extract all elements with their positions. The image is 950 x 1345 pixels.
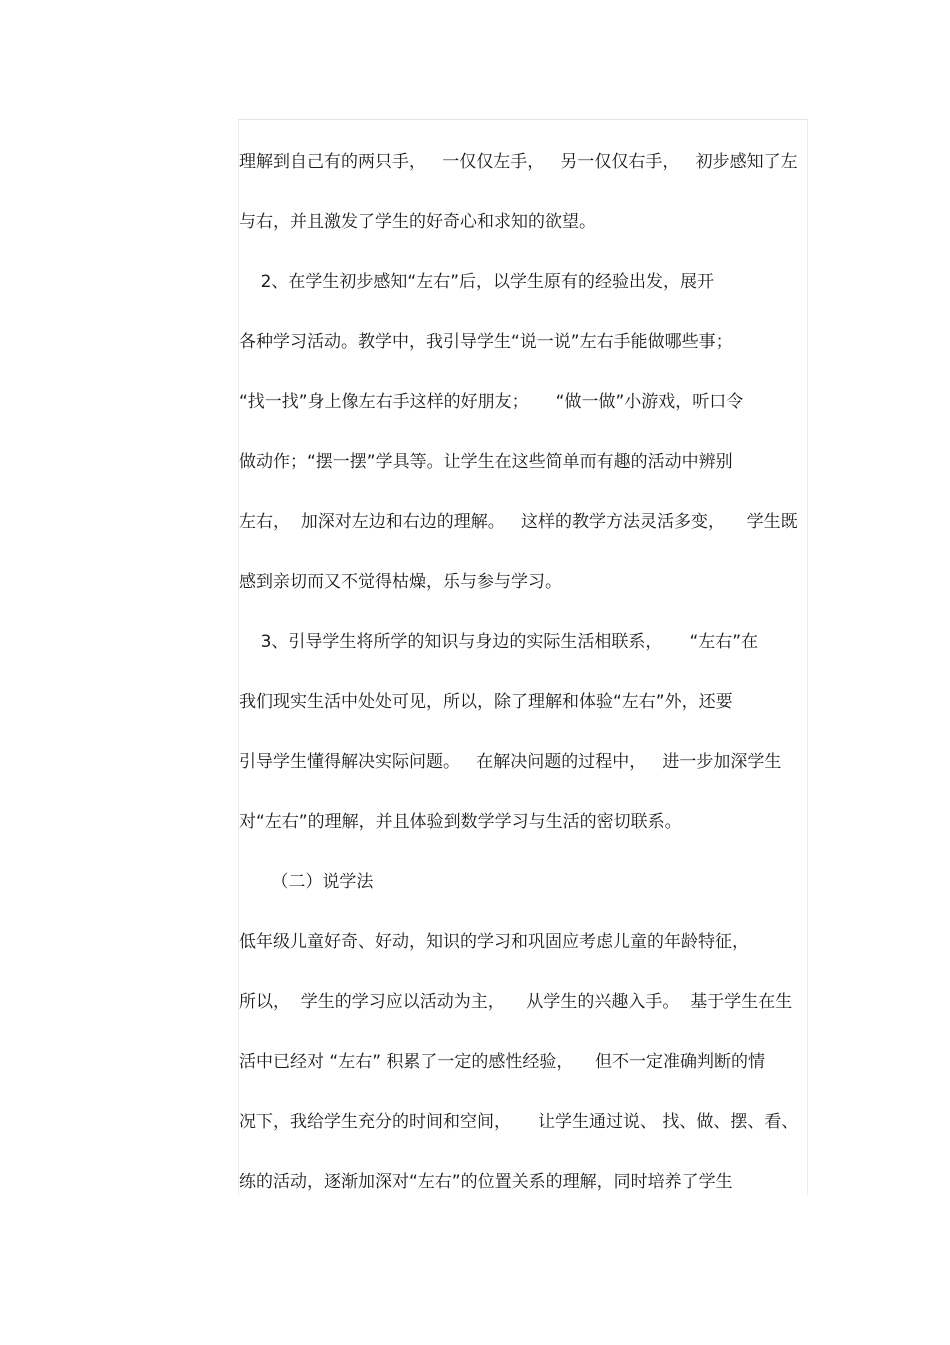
- text-line: 3、引导学生将所学的知识与身边的实际生活相联系， “左右”在: [239, 632, 759, 652]
- text-line: 理解到自己有的两只手， 一仅仅左手， 另一仅仅右手， 初步感知了左: [239, 152, 798, 172]
- text-line: 况下，我给学生充分的时间和空间， 让学生通过说、 找、做、摆、看、: [239, 1112, 799, 1132]
- text-line: 低年级儿童好奇、好动，知识的学习和巩固应考虑儿童的年龄特征，: [239, 932, 749, 952]
- text-line: 感到亲切而又不觉得枯燥，乐与参与学习。: [239, 572, 562, 592]
- text-line: “找一找”身上像左右手这样的好朋友； “做一做”小游戏，听口令: [239, 392, 744, 412]
- text-line: 所以， 学生的学习应以活动为主， 从学生的兴趣入手。 基于学生在生: [239, 992, 793, 1012]
- text-line: 各种学习活动。教学中，我引导学生“说一说”左右手能做哪些事；: [239, 332, 733, 352]
- text-line: 2、在学生初步感知“左右”后，以学生原有的经验出发，展开: [239, 272, 715, 292]
- text-line: 活中已经对 “左右” 积累了一定的感性经验， 但不一定准确判断的情: [239, 1052, 766, 1072]
- text-line: 我们现实生活中处处可见，所以，除了理解和体验“左右”外，还要: [239, 692, 733, 712]
- section-heading: （二）说学法: [239, 872, 374, 892]
- text-line: 与右，并且激发了学生的好奇心和求知的欲望。: [239, 212, 596, 232]
- text-line: 引导学生懂得解决实际问题。 在解决问题的过程中， 进一步加深学生: [239, 752, 782, 772]
- text-line: 对“左右”的理解，并且体验到数学学习与生活的密切联系。: [239, 812, 682, 832]
- text-line: 左右， 加深对左边和右边的理解。 这样的教学方法灵活多变， 学生既: [239, 512, 798, 532]
- text-line: 做动作；“摆一摆”学具等。让学生在这些简单而有趣的活动中辨别: [239, 452, 733, 472]
- text-line: 练的活动，逐渐加深对“左右”的位置关系的理解，同时培养了学生: [239, 1172, 733, 1192]
